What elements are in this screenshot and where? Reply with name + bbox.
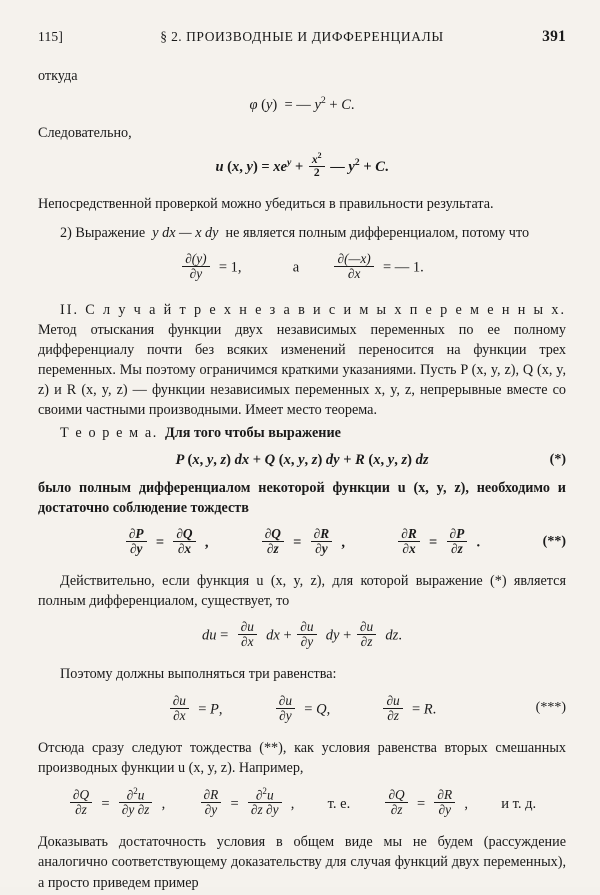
running-head xyxy=(98,29,506,45)
paragraph-sledovatelno: Следовательно, xyxy=(38,124,132,141)
paragraph-deistvitelno: Действительно, если функция u (x, y, z), для которой выражение (*) является полным дифференциалом, существует, то xyxy=(38,573,566,610)
running-head-title: ПРОИЗВОДНЫЕ И ДИФФЕРЕНЦИАЛЫ xyxy=(186,29,444,44)
paragraph-vyrazhenie: 2) Выражение y dx — x dy не является полным дифференциалом, потому что xyxy=(60,224,530,241)
paragraph-theorem-intro xyxy=(38,423,566,443)
formula-mixed-derivatives: $\frac{\partial Q}{\partial z}$ = $\frac{\partial^2u}{\partial y \partial z}$ , $\frac{\partial R}{\partial y}$ = $\frac{\partial^2u}{\partial z \partial y}$ , т. е. $\frac{\partial Q}{\partial z}$ = $\frac{\partial R}{\partial y}$ , и т. д. xyxy=(38,787,566,817)
paragraph-otkuda: откуда xyxy=(38,68,78,84)
theorem-label: Т е о р е м а. xyxy=(60,424,158,441)
formula-middle-text: т. е. xyxy=(327,795,351,812)
theorem-intro-rest: Для того чтобы выражение xyxy=(165,424,341,441)
formula-du-total: du = $\frac{\partial u}{\partial x}$ dx + $\frac{\partial u}{\partial y}$ dy + $\frac{\partial u}{\partial z}$ dz. xyxy=(202,619,402,650)
formula-identities: $\frac{\partial P}{\partial y}$ = $\frac{\partial Q}{\partial x}$ , $\frac{\partial Q}{\partial z}$ = $\frac{\partial R}{\partial y}$ , $\frac{\partial R}{\partial x}$ = $\frac{\partial P}{\partial z}$ . (**) xyxy=(38,527,566,556)
formula-tag-triplestar: (***) xyxy=(535,700,566,716)
paragraph-three-vars-lead: II. С л у ч а й т р е х н е з а в и с и м ы х п е р е м е н н ы х. xyxy=(60,301,566,318)
folio-right: 391 xyxy=(542,28,566,45)
paragraph-vyrazhenie-part1: 2) Выражение xyxy=(60,224,146,241)
paragraph-vyrazhenie-part2: не является полным дифференциалом, потому что xyxy=(225,224,530,241)
formula-tag-star: (*) xyxy=(549,452,566,468)
folio-left: 115] xyxy=(38,29,64,44)
formula-phi-y: φ (y) = — $y^2 + C$. xyxy=(249,95,355,113)
running-head-section: § 2. xyxy=(160,29,183,44)
paragraph-identities-follow: Отсюда сразу следуют тождества (**), как условия равенства вторых смешанных производных функции u (x, y, z). Например, xyxy=(38,739,566,776)
paragraph-three-vars-rest: Метод отыскания функции двух независимых переменных по ее полному дифференциалу почти без всяких изменений переносится на функции трех переменных. Мы поэтому ограничимся краткими указаниями. Пусть P (x, y, z), Q (x, y, z) и R (x, y, z) — функции независимых переменных x, y, z, непрерывные вместе со своими частными производными. Имеет место теорема. xyxy=(38,321,566,419)
paragraph-sufficiency: Доказывать достаточность условия в общем виде мы не будем (рассуждение аналогично соответствующему доказательству для случая функций двух переменных), а просто приведем пример xyxy=(38,834,566,891)
paragraph-necessary-sufficient: было полным дифференциалом некоторой функции u (x, y, z), необходимо и достаточно соблюдение тождеств xyxy=(38,479,566,516)
paragraph-proverka: Непосредственной проверкой можно убедиться в правильности результата. xyxy=(38,196,494,213)
formula-u-xy: u (x, $y) = xe^y$ + $\frac{x^2}{2}$ — $y^2 + C$. xyxy=(215,151,389,180)
page-content xyxy=(38,28,566,895)
formula-end-text: и т. д. xyxy=(501,795,537,812)
formula-tag-doublestar: (**) xyxy=(542,533,566,549)
page-header xyxy=(38,28,566,46)
formula-conjunction: а xyxy=(292,259,300,276)
formula-partials-check: $\frac{\partial(y)}{\partial y}$ = 1, а $\frac{\partial(—x)}{\partial x}$ = — 1. xyxy=(38,252,566,281)
paragraph-three-equalities: Поэтому должны выполняться три равенства: xyxy=(60,666,337,683)
formula-three-equalities: $\frac{\partial u}{\partial x}$ = P, $\frac{\partial u}{\partial y}$ = Q, $\frac{\partial u}{\partial z}$ = R. (***) xyxy=(38,694,566,723)
formula-pqr-differential: P (x, y, z) dx + Q (x, y, z) dy + R (x, y, z) dz (*) xyxy=(175,451,566,468)
paragraph-three-vars xyxy=(38,300,566,421)
